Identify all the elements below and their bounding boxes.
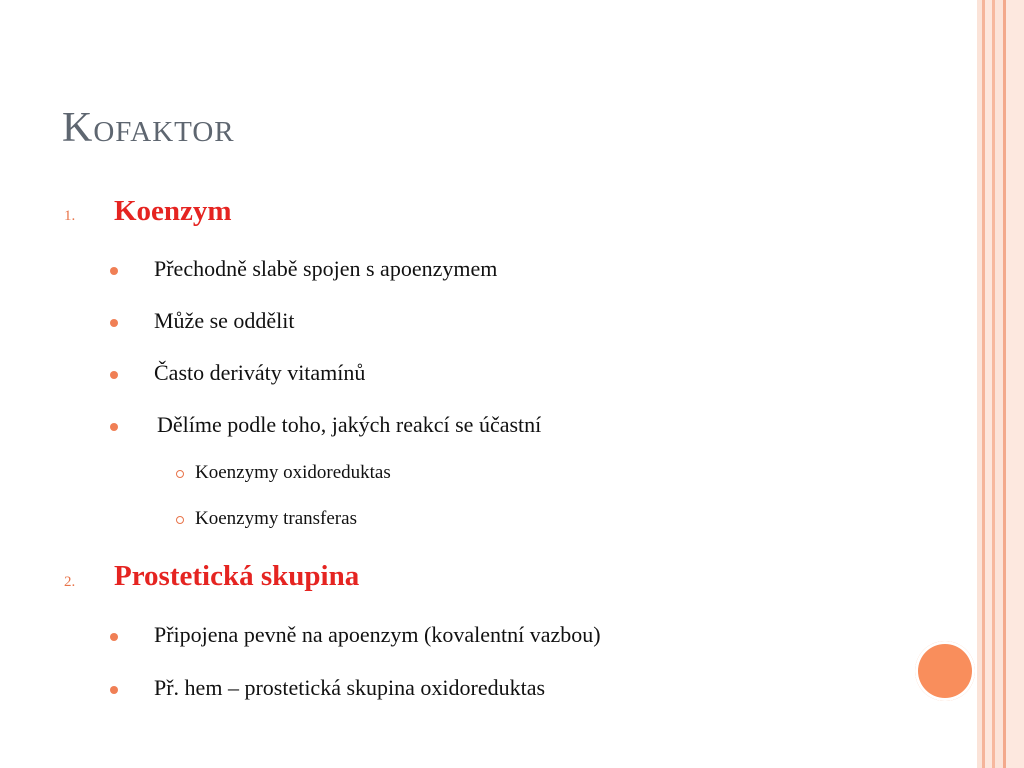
bullet-icon: [110, 633, 118, 641]
decor-stripe: [995, 0, 1003, 768]
bullet-icon: [110, 686, 118, 694]
list-item: Dělíme podle toho, jakých reakcí se účastní: [157, 412, 542, 437]
decor-stripe: [1006, 0, 1024, 768]
sub-list-item: Koenzymy oxidoreduktas: [195, 462, 391, 483]
list-item: Připojena pevně na apoenzym (kovalentní vazbou): [154, 622, 601, 647]
section-number: 2.: [64, 574, 76, 590]
list-item: Př. hem – prostetická skupina oxidoreduktas: [154, 675, 546, 700]
bullet-icon: [110, 371, 118, 379]
list-item: Často deriváty vitamínů: [154, 360, 366, 385]
list-item: Přechodně slabě spojen s apoenzymem: [154, 256, 498, 281]
decor-circle: [915, 641, 975, 701]
section-number: 1.: [64, 208, 76, 224]
list-item: Může se oddělit: [154, 308, 295, 333]
bullet-icon: [110, 319, 118, 327]
section-heading-koenzym: Koenzym: [114, 195, 232, 227]
slide-title: Kofaktor: [62, 105, 235, 151]
decor-stripe: [985, 0, 992, 768]
sub-bullet-icon: [176, 516, 184, 524]
sub-bullet-icon: [176, 470, 184, 478]
section-heading-prostetika: Prostetická skupina: [114, 560, 360, 592]
bullet-icon: [110, 423, 118, 431]
bullet-icon: [110, 267, 118, 275]
sub-list-item: Koenzymy transferas: [195, 508, 357, 529]
